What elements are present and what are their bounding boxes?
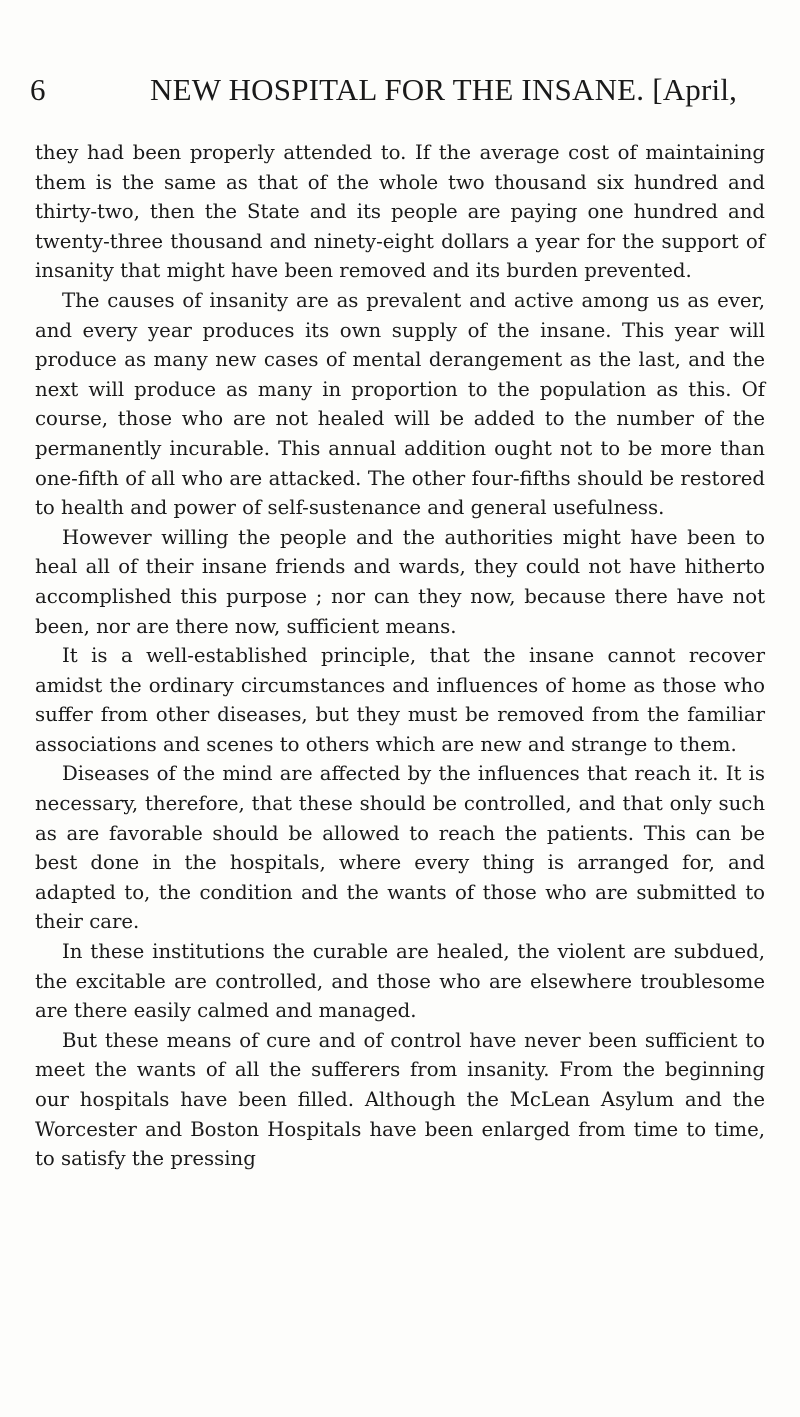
paragraph-5: Diseases of the mind are affected by the influences that reach it. It is necessary, therefore, that these should be controlled, and that only such as are favorable should be allowed to reach the patients. This can be best done in the hospitals, where every thing is arranged for, and adapted to, the condition and the wants of those who are submitted to their care. [35, 762, 765, 934]
body-text [35, 138, 765, 1174]
page-number: 6 [30, 72, 46, 107]
page-header [30, 72, 760, 122]
paragraph-7: But these means of cure and of control have never been sufficient to meet the wants of all the sufferers from insanity. From the beginning our hospitals have been filled. Although the McLean Asylum and the Worcester and Boston Hospitals have been enlarged from time to time, to satisfy the pressing [35, 1028, 765, 1171]
paragraph-4: It is a well-established principle, that the insane cannot recover amidst the ordinary circumstances and influences of home as those who suffer from other diseases, but they must be removed from the familiar associations and scenes to others which are new and strange to them. [35, 644, 765, 756]
paragraph-6: In these institutions the curable are healed, the violent are subdued, the excitable are controlled, and those who are elsewhere troublesome are there easily calmed and managed. [35, 940, 765, 1023]
paragraph-3: However willing the people and the authorities might have been to heal all of their insane friends and wards, they could not have hitherto accomplished this purpose ; nor can they now, because there have not been, nor are there now, sufficient means. [35, 525, 765, 638]
paragraph-2: The causes of insanity are as prevalent and active among us as ever, and every year produces its own supply of the insane. This year will produce as many new cases of mental derangement as the last, and the next will produce as many in proportion to the population as this. Of course, those who are not healed will be added to the number of the permanently incurable. This annual addition ought not to be more than one-fifth of all who are attacked. The other four-fifths should be restored to health and power of self-sustenance and general usefulness. [35, 288, 765, 520]
running-title: NEW HOSPITAL FOR THE INSANE. [April, [150, 72, 738, 107]
paragraph-1: they had been properly attended to. If the average cost of maintaining them is the same as that of the whole two thousand six hundred and thirty-two, then the State and its people are paying one hundred and twenty-three thousand and ninety-eight dollars a year for the support of insanity that might have been removed and its burden prevented. [35, 141, 765, 283]
